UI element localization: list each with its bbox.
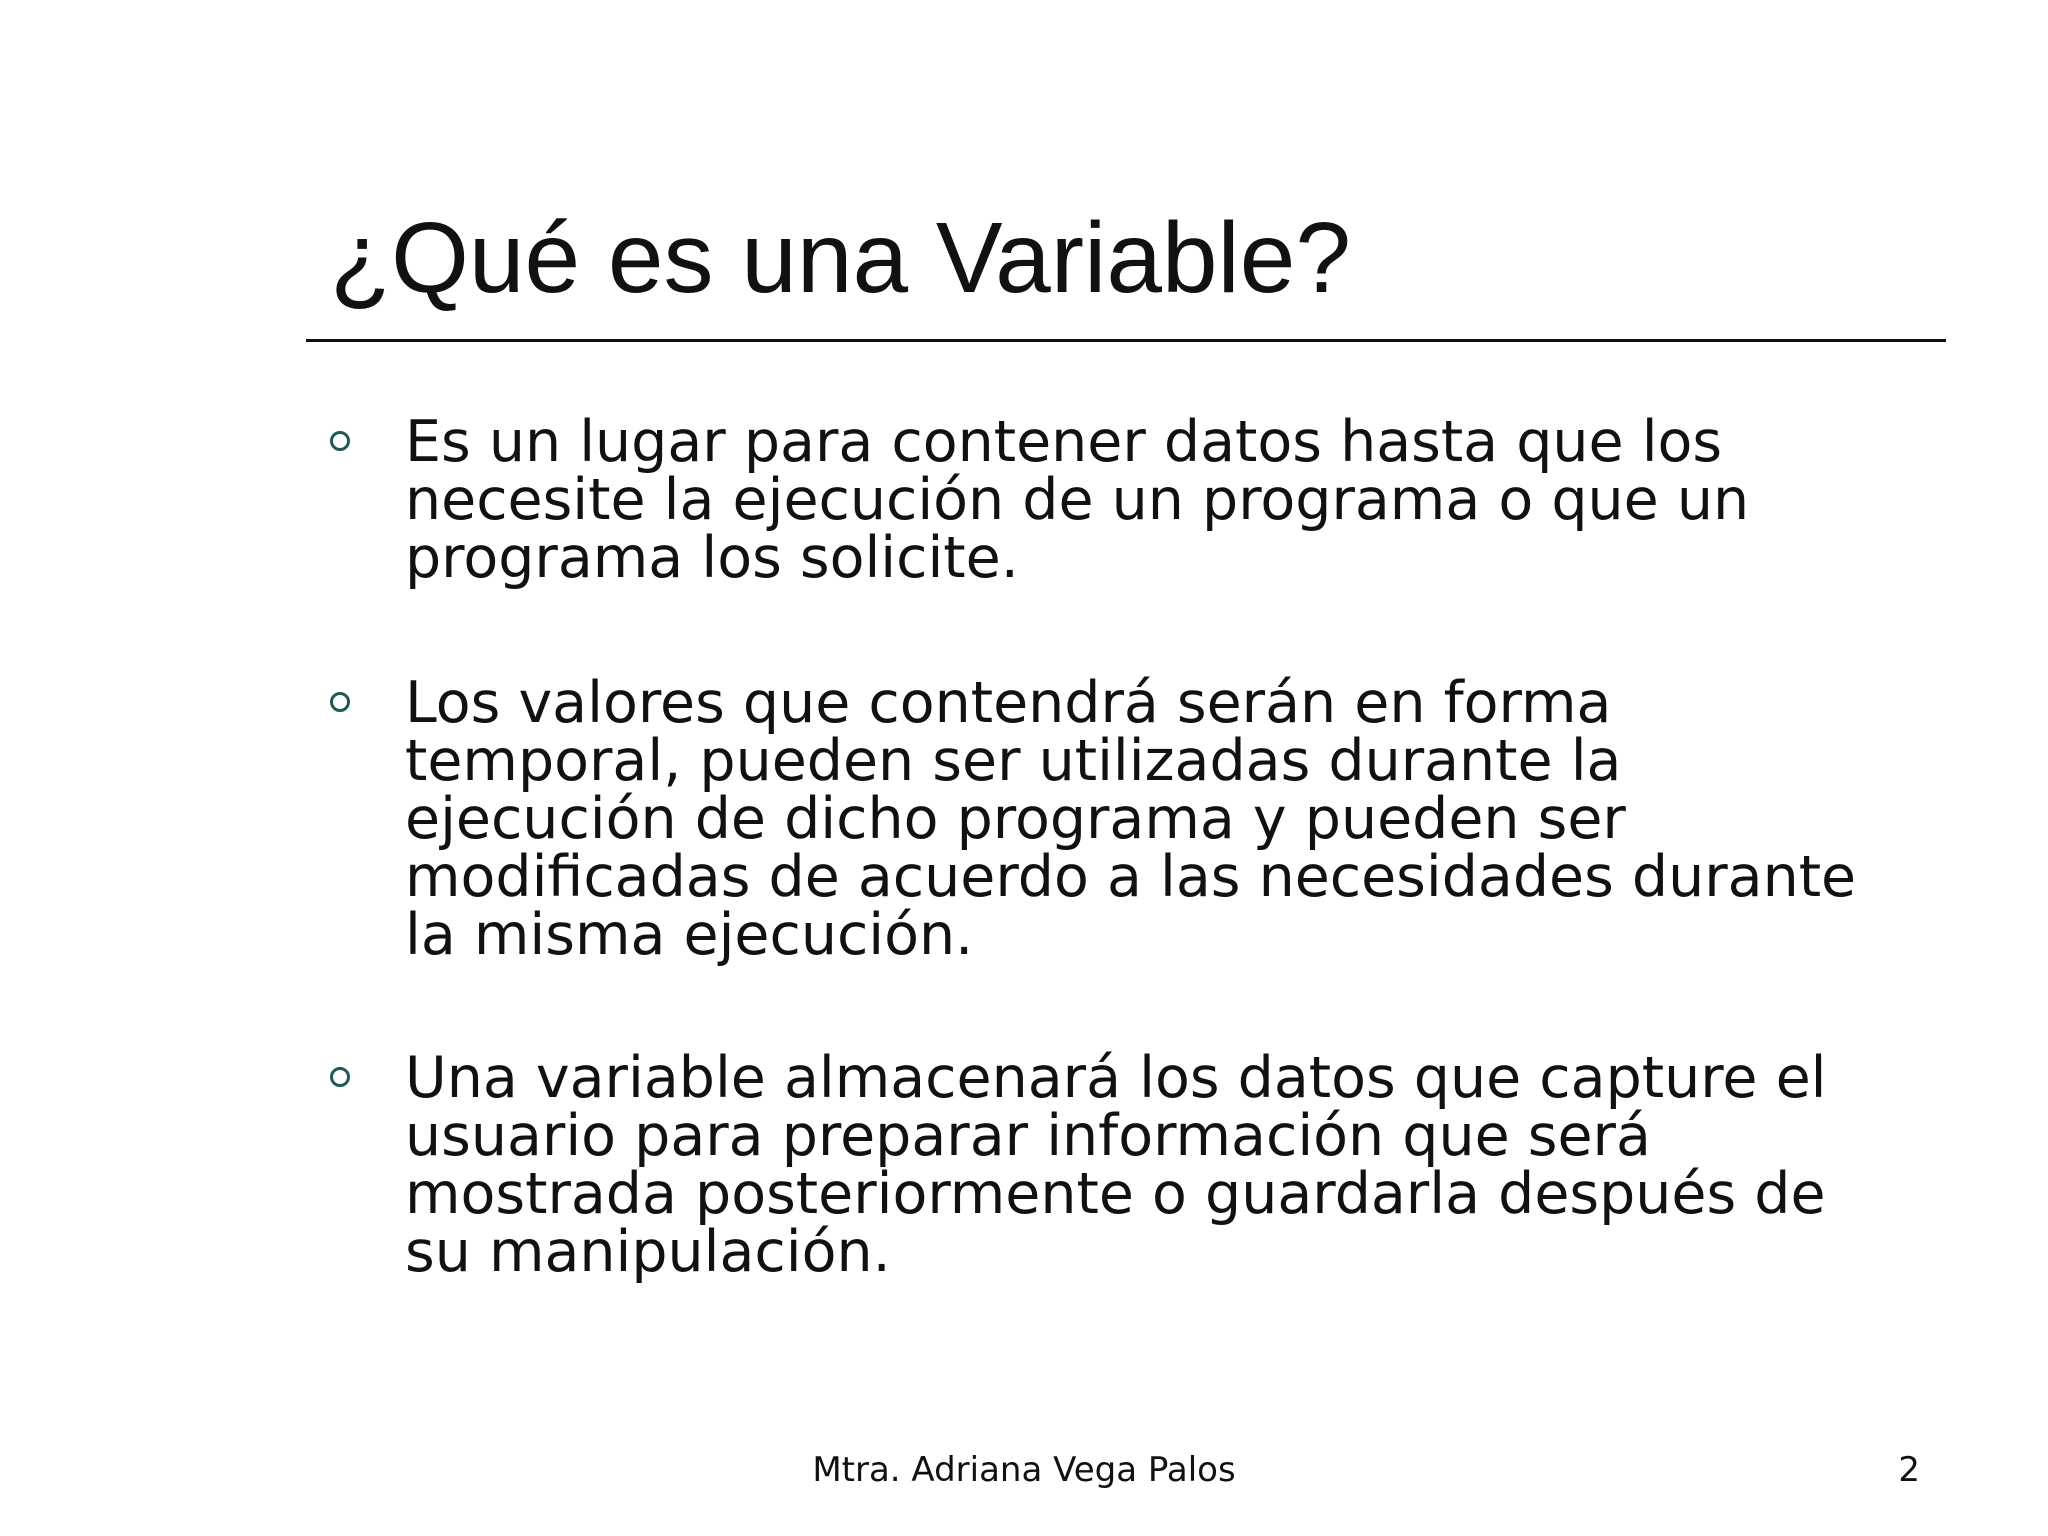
footer-author: Mtra. Adriana Vega Palos [812,1450,1236,1490]
bullet-text: Los valores que contendrá serán en forma temporal, pueden ser utilizadas durante la ejecución de dicho programa y pueden ser modificadas de acuerdo a las necesidades durante la misma ejecución. [405,670,1857,968]
hollow-circle-icon [330,1067,350,1087]
hollow-circle-icon [330,692,350,712]
hollow-circle-icon [330,431,350,451]
slide-title: ¿Qué es una Variable? [330,202,1351,314]
page-number: 2 [1898,1450,1920,1490]
bullet-text: Es un lugar para contener datos hasta que los necesite la ejecución de un programa o que un programa los solicite. [405,409,1750,591]
title-divider [306,339,1946,342]
bullet-text: Una variable almacenará los datos que capture el usuario para preparar información que será mostrada posteriormente o guardarla después de su manipulación. [405,1045,1827,1285]
